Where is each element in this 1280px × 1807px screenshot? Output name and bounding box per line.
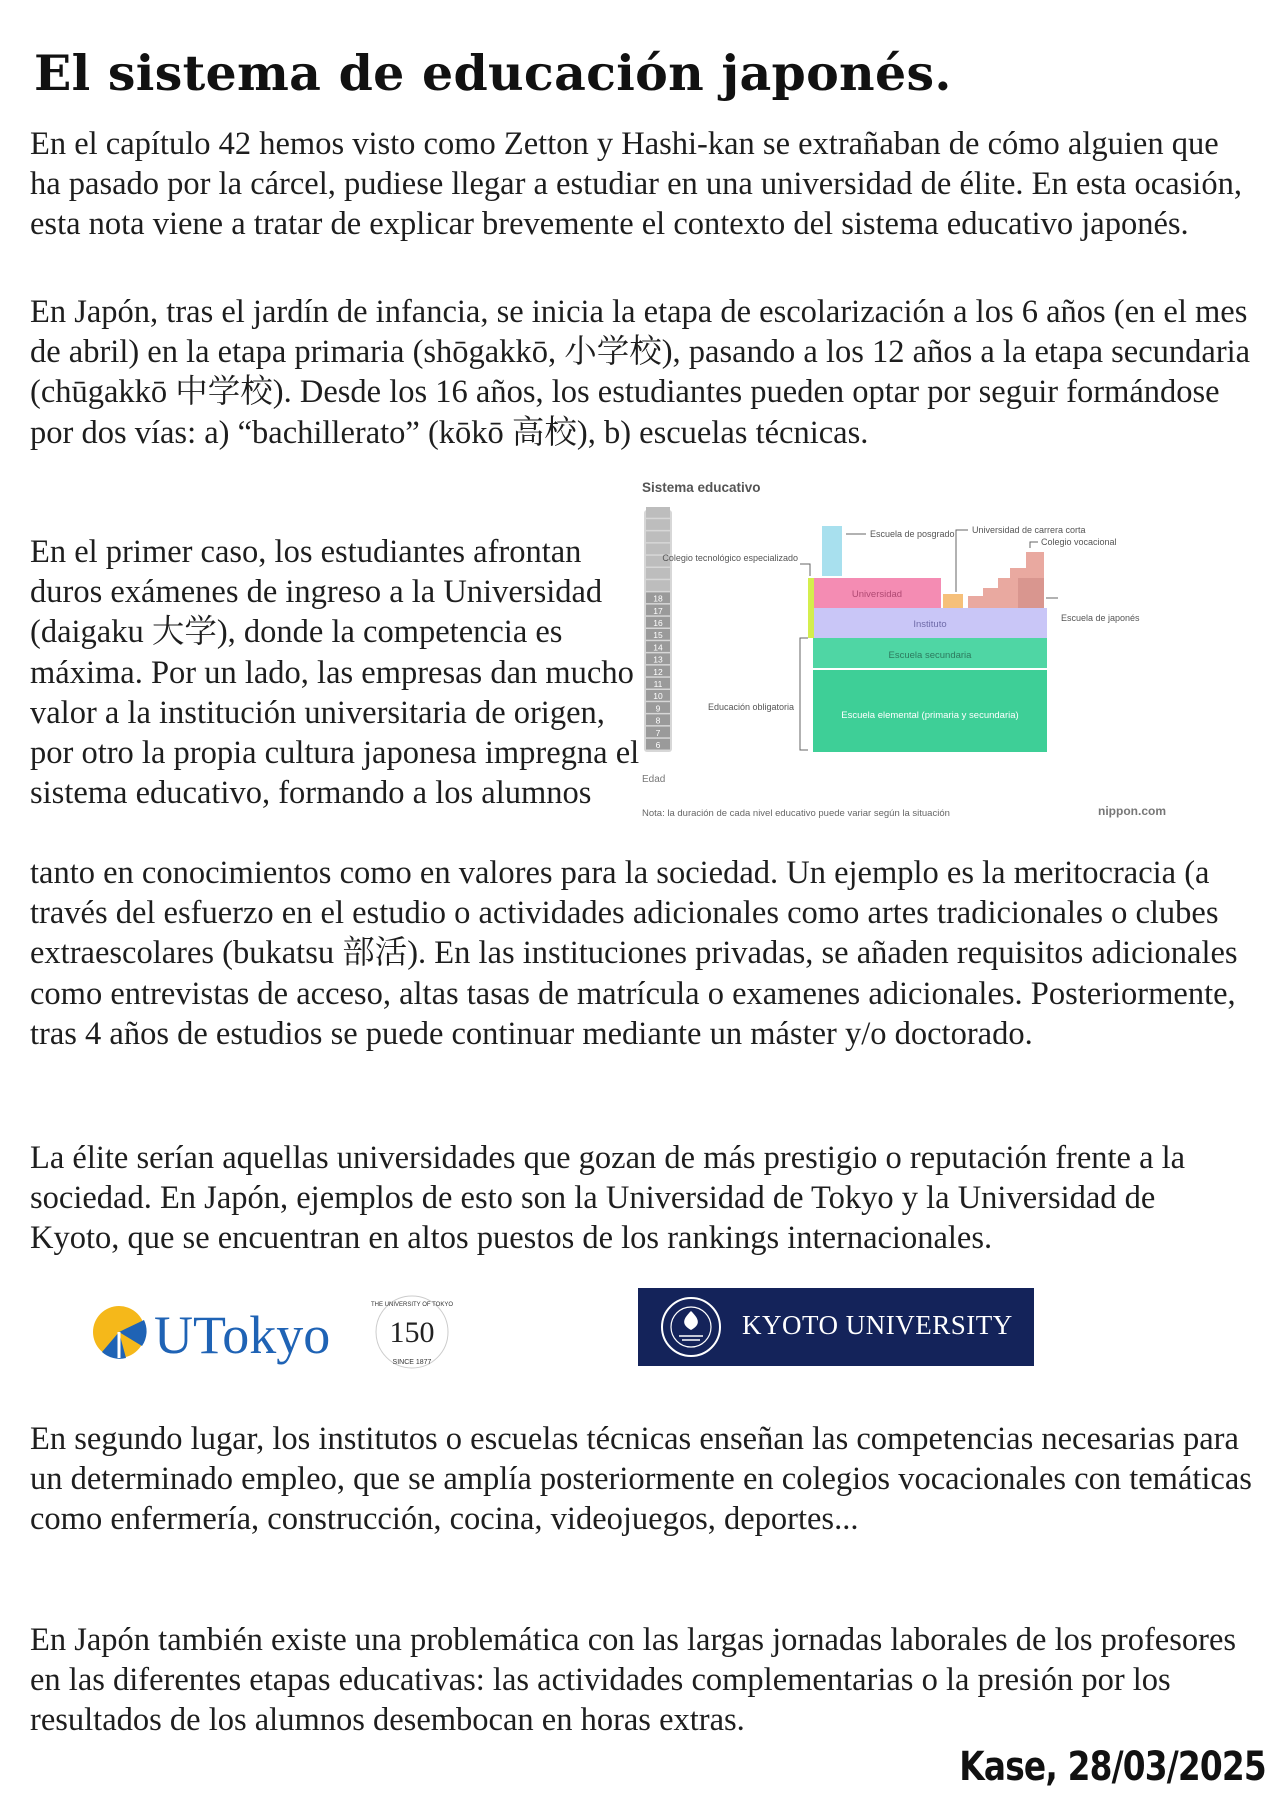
block-tecnologico [808,578,814,638]
age-tick-label: 17 [653,605,663,616]
age-tick-label: 14 [653,642,663,653]
label-tecnologico: Colegio tecnológico especializado [662,553,798,563]
paragraph-intro: En el capítulo 42 hemos visto como Zetton y Hashi-kan se extrañaban de cómo alguien que ha pasado por la cárcel, pudiese llegar a estudiar en una universidad de élite. En esta ocasión, esta nota viene a tratar de explicar brevemente el contexto del sistema educativo japonés. [30,126,1242,243]
age-tick-label: 12 [653,666,663,677]
label-posgrado: Escuela de posgrado [870,529,955,539]
badge-text: THE UNIVERSITY OF TOKYO [370,1302,454,1308]
chart-note: Nota: la duración de cada nivel educativo puede variar según la situación [642,808,950,819]
block-carrera-corta [943,594,963,608]
utokyo-logo [86,1290,466,1380]
age-segment-upper [646,507,670,518]
signature: Kase, 28/03/2025 [959,1744,1266,1790]
age-tick-label: 18 [653,593,663,604]
age-tick-label: 16 [653,618,663,628]
label-vocacional: Colegio vocacional [1041,537,1117,547]
age-tick-label: 9 [655,703,661,714]
kyoto-seal-icon [660,1296,722,1358]
paragraph-teacher-hours: En Japón también existe una problemática con las largas jornadas laborales de los profesores en las diferentes etapas educativas: las actividades complementarias o la presión por los resultados de los alumnos desembocan en horas extras. [30,1622,1237,1739]
chart-title: Sistema educativo [642,480,761,495]
utokyo-wordmark: UTokyo [154,1305,331,1365]
age-tick-label: 7 [655,727,661,738]
age-segment-upper [646,568,670,579]
paragraph-technical-schools: En segundo lugar, los institutos o escuelas técnicas enseñan las competencias necesarias para un determinado empleo, que se amplía posteriormente en colegios vocacionales con temáticas como enfermería, construcción, cocina, videojuegos, deportes... [30,1421,1252,1538]
label-obligatoria: Educación obligatoria [707,702,794,712]
age-ruler [644,507,672,752]
ginkgo-icon [93,1306,147,1359]
age-tick-label: 15 [653,630,663,641]
age-axis-label: Edad [642,774,666,785]
label-universidad: Universidad [851,589,903,600]
badge-number: 150 [389,1316,435,1349]
paragraph-schooling-stages: En Japón, tras el jardín de infancia, se inicia la etapa de escolarización a los 6 años (en el mes de abril) en la etapa primaria (shōgakkō, 小学校), pasando a los 12 años a la etapa secundaria (chūgakkō 中学校). Desde los 16 años, los estudiantes pueden optar por seguir formándose por dos vías: a) “bachillerato” (kōkō 高校), b) escuelas técnicas. [30,294,1251,451]
block-posgrado [822,526,842,576]
anniversary-badge [371,1296,453,1368]
block-escuela-japones [1018,578,1044,608]
paragraph-elite-universities: La élite serían aquellas universidades que gozan de más prestigio o reputación frente a la sociedad. En Japón, ejemplos de esto son la Universidad de Tokyo y la Universidad de Kyoto, que se encuentran en altos puestos de los rankings internacionales. [30,1140,1186,1257]
page-title: El sistema de educación japonés. [34,44,952,102]
age-tick-label: 6 [655,740,661,750]
kyoto-wordmark: KYOTO UNIVERSITY [742,1310,1013,1340]
chart-source: nippon.com [1098,804,1166,818]
age-tick-label: 13 [653,654,663,665]
label-carrera-corta: Universidad de carrera corta [972,525,1086,535]
paragraph-university-exams: En el primer caso, los estudiantes afrontan duros exámenes de ingreso a la Universidad (daigaku 大学), donde la competencia es máxima. Por un lado, las empresas dan mucho valor a la institución universitaria de origen, por otro la propia cultura japonesa impregna el sistema educativo, formando a los alumnos [30,534,640,812]
kyoto-university-logo [638,1288,1034,1366]
label-escuela-elemental: Escuela elemental (primaria y secundaria) [841,710,1019,721]
age-segment-upper [646,531,670,542]
age-tick-label: 10 [653,691,663,702]
paragraph-meritocracy: tanto en conocimientos como en valores para la sociedad. Un ejemplo es la meritocracia (a través del esfuerzo en el estudio o actividades adicionales como artes tradicionales o clubes extraescolares (bukatsu 部活). En las instituciones privadas, se añaden requisitos adicionales como entrevistas de acceso, altas tasas de matrícula o examenes adicionales. Posteriormente, tras 4 años de estudios se puede continuar mediante un máster y/o doctorado. [30,855,1238,1052]
age-tick-label: 8 [655,715,661,726]
label-instituto: Instituto [913,619,947,630]
age-tick-label: 11 [653,679,663,689]
label-escuela-secundaria: Escuela secundaria [888,650,972,661]
label-japones: Escuela de japonés [1061,613,1140,623]
badge-since: SINCE 1877 [392,1359,432,1366]
education-system-chart [638,478,1218,828]
age-segment-upper [646,519,670,530]
age-segment-upper [646,580,670,591]
